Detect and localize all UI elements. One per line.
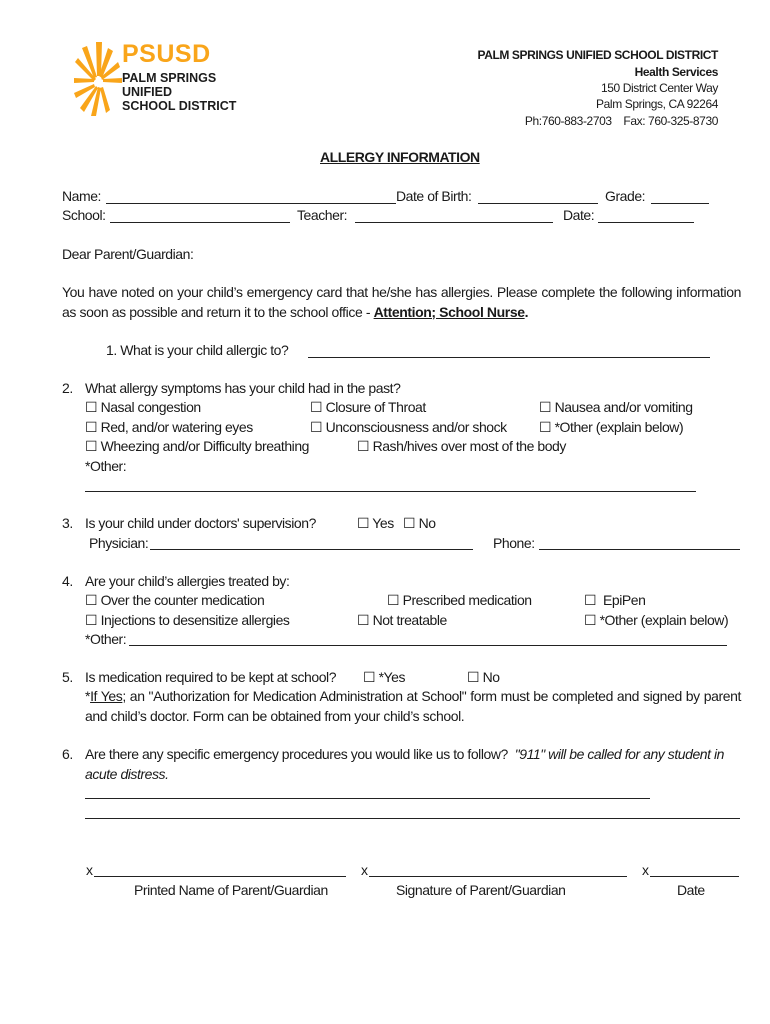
salutation: Dear Parent/Guardian: [62,246,194,262]
q1-answer-field[interactable] [308,357,710,358]
q3-number: 3. [62,515,73,531]
phone-field[interactable] [539,549,740,550]
q6-note: "911" will be called for any student in acute distress. [85,746,724,782]
grade-label: Grade: [605,188,646,204]
q2-option-nasal[interactable]: ☐ Nasal congestion [85,399,201,415]
q5-question: Is medication required to be kept at school? [85,669,337,685]
q2-option-other[interactable]: ☐ *Other (explain below) [539,419,684,435]
q2-other-label: *Other: [85,458,127,474]
page-title: ALLERGY INFORMATION [320,149,480,165]
dob-label: Date of Birth: [396,188,472,204]
checkbox-icon[interactable]: ☐ [467,669,480,685]
checkbox-icon[interactable]: ☐ [539,399,552,415]
checkbox-icon[interactable]: ☐ [310,399,323,415]
checkbox-icon[interactable]: ☐ [85,399,98,415]
q6-number: 6. [62,746,73,762]
q2-option-shock[interactable]: ☐ Unconsciousness and/or shock [310,419,507,435]
q4-number: 4. [62,573,73,589]
q5-number: 5. [62,669,73,685]
q3-yes-option[interactable]: ☐ Yes [357,515,394,531]
name-field[interactable] [106,203,396,204]
logo-line-3: SCHOOL DISTRICT [122,99,237,113]
q5-no-option[interactable]: ☐ No [467,669,500,685]
address-line-2: Palm Springs, CA 92264 [596,97,718,111]
intro-end: . [524,303,529,320]
checkbox-icon[interactable]: ☐ [357,515,370,531]
checkbox-icon[interactable]: ☐ [387,592,400,608]
school-field[interactable] [110,222,290,223]
phone-label: Phone: [493,535,535,551]
q4-option-not-treatable[interactable]: ☐ Not treatable [357,612,447,628]
checkbox-icon[interactable]: ☐ [539,419,552,435]
q2-option-throat[interactable]: ☐ Closure of Throat [310,399,426,415]
name-label: Name: [62,188,101,204]
q4-option-prescribed[interactable]: ☐ Prescribed medication [387,592,532,608]
district-logo [74,40,244,120]
checkbox-icon[interactable]: ☐ [85,438,98,454]
dob-field[interactable] [478,203,598,204]
q6-text [85,745,740,784]
logo-line-1: PALM SPRINGS [122,71,217,85]
department-name: Health Services [634,65,718,79]
q3-question: Is your child under doctors' supervision? [85,515,316,531]
signature-date-label: Date [677,882,705,898]
q5-yes-option[interactable]: ☐ *Yes [363,669,406,685]
logo-acronym: PSUSD [122,40,211,68]
q2-option-wheezing[interactable]: ☐ Wheezing and/or Difficulty breathing [85,438,310,454]
date-label: Date: [563,207,595,223]
address-line-1: 150 District Center Way [600,81,718,95]
sunburst-icon [74,40,124,118]
checkbox-icon[interactable]: ☐ [310,419,323,435]
q5-note: *If Yes; an "Authorization for Medication Administration at School" form must be completed and signed by parent and child’s doctor. Form can be obtained from your child’s school. [85,688,742,724]
physician-label: Physician: [89,535,149,551]
date-field[interactable] [598,222,694,223]
signature-date-field[interactable] [650,876,739,877]
checkbox-icon[interactable]: ☐ [85,592,98,608]
q6-question: Are there any specific emergency procedures you would like us to follow? [85,746,508,762]
checkbox-icon[interactable]: ☐ [403,515,416,531]
logo-line-2: UNIFIED [122,85,172,99]
district-name: PALM SPRINGS UNIFIED SCHOOL DISTRICT [477,48,718,62]
grade-field[interactable] [651,203,709,204]
q4-other-field[interactable] [129,645,727,646]
q2-question: What allergy symptoms has your child had in the past? [85,380,401,396]
checkbox-icon[interactable]: ☐ [363,669,376,685]
q2-option-nausea[interactable]: ☐ Nausea and/or vomiting [539,399,693,415]
checkbox-icon[interactable]: ☐ [85,419,98,435]
signature-label: Signature of Parent/Guardian [396,882,566,898]
intro-paragraph [62,283,741,322]
checkbox-icon[interactable]: ☐ [357,438,370,454]
physician-field[interactable] [150,549,473,550]
teacher-field[interactable] [355,222,553,223]
printed-name-x: x [86,862,93,878]
intro-text: You have noted on your child’s emergency card that he/she has allergies. Please complete the following information as soon as possible and return it to the school office - [62,284,741,320]
q2-option-rash[interactable]: ☐ Rash/hives over most of the body [357,438,566,454]
q4-option-other[interactable]: ☐ *Other (explain below) [584,612,729,628]
attention-note: Attention; School Nurse [373,303,525,320]
contact-line: Ph:760-883-2703 Fax: 760-325-8730 [524,114,718,128]
printed-name-label: Printed Name of Parent/Guardian [134,882,328,898]
q6-answer-line-1[interactable] [85,798,650,799]
q4-question: Are your child’s allergies treated by: [85,573,290,589]
school-label: School: [62,207,106,223]
checkbox-icon[interactable]: ☐ [584,592,597,608]
q2-other-field[interactable] [85,491,696,492]
q6-answer-line-2[interactable] [85,818,740,819]
teacher-label: Teacher: [297,207,348,223]
date-x: x [642,862,649,878]
q5-if-yes: If Yes [90,688,123,704]
printed-name-field[interactable] [94,876,346,877]
checkbox-icon[interactable]: ☐ [584,612,597,628]
q4-option-injections[interactable]: ☐ Injections to desensitize allergies [85,612,290,628]
checkbox-icon[interactable]: ☐ [85,612,98,628]
q4-option-epipen[interactable]: ☐ EpiPen [584,592,646,608]
q4-other-label: *Other: [85,631,127,647]
q3-no-option[interactable]: ☐ No [403,515,436,531]
signature-field[interactable] [369,876,627,877]
signature-x: x [361,862,368,878]
q4-option-otc[interactable]: ☐ Over the counter medication [85,592,265,608]
q2-option-eyes[interactable]: ☐ Red, and/or watering eyes [85,419,253,435]
q1-label: 1. What is your child allergic to? [106,342,289,358]
q2-number: 2. [62,380,73,396]
checkbox-icon[interactable]: ☐ [357,612,370,628]
